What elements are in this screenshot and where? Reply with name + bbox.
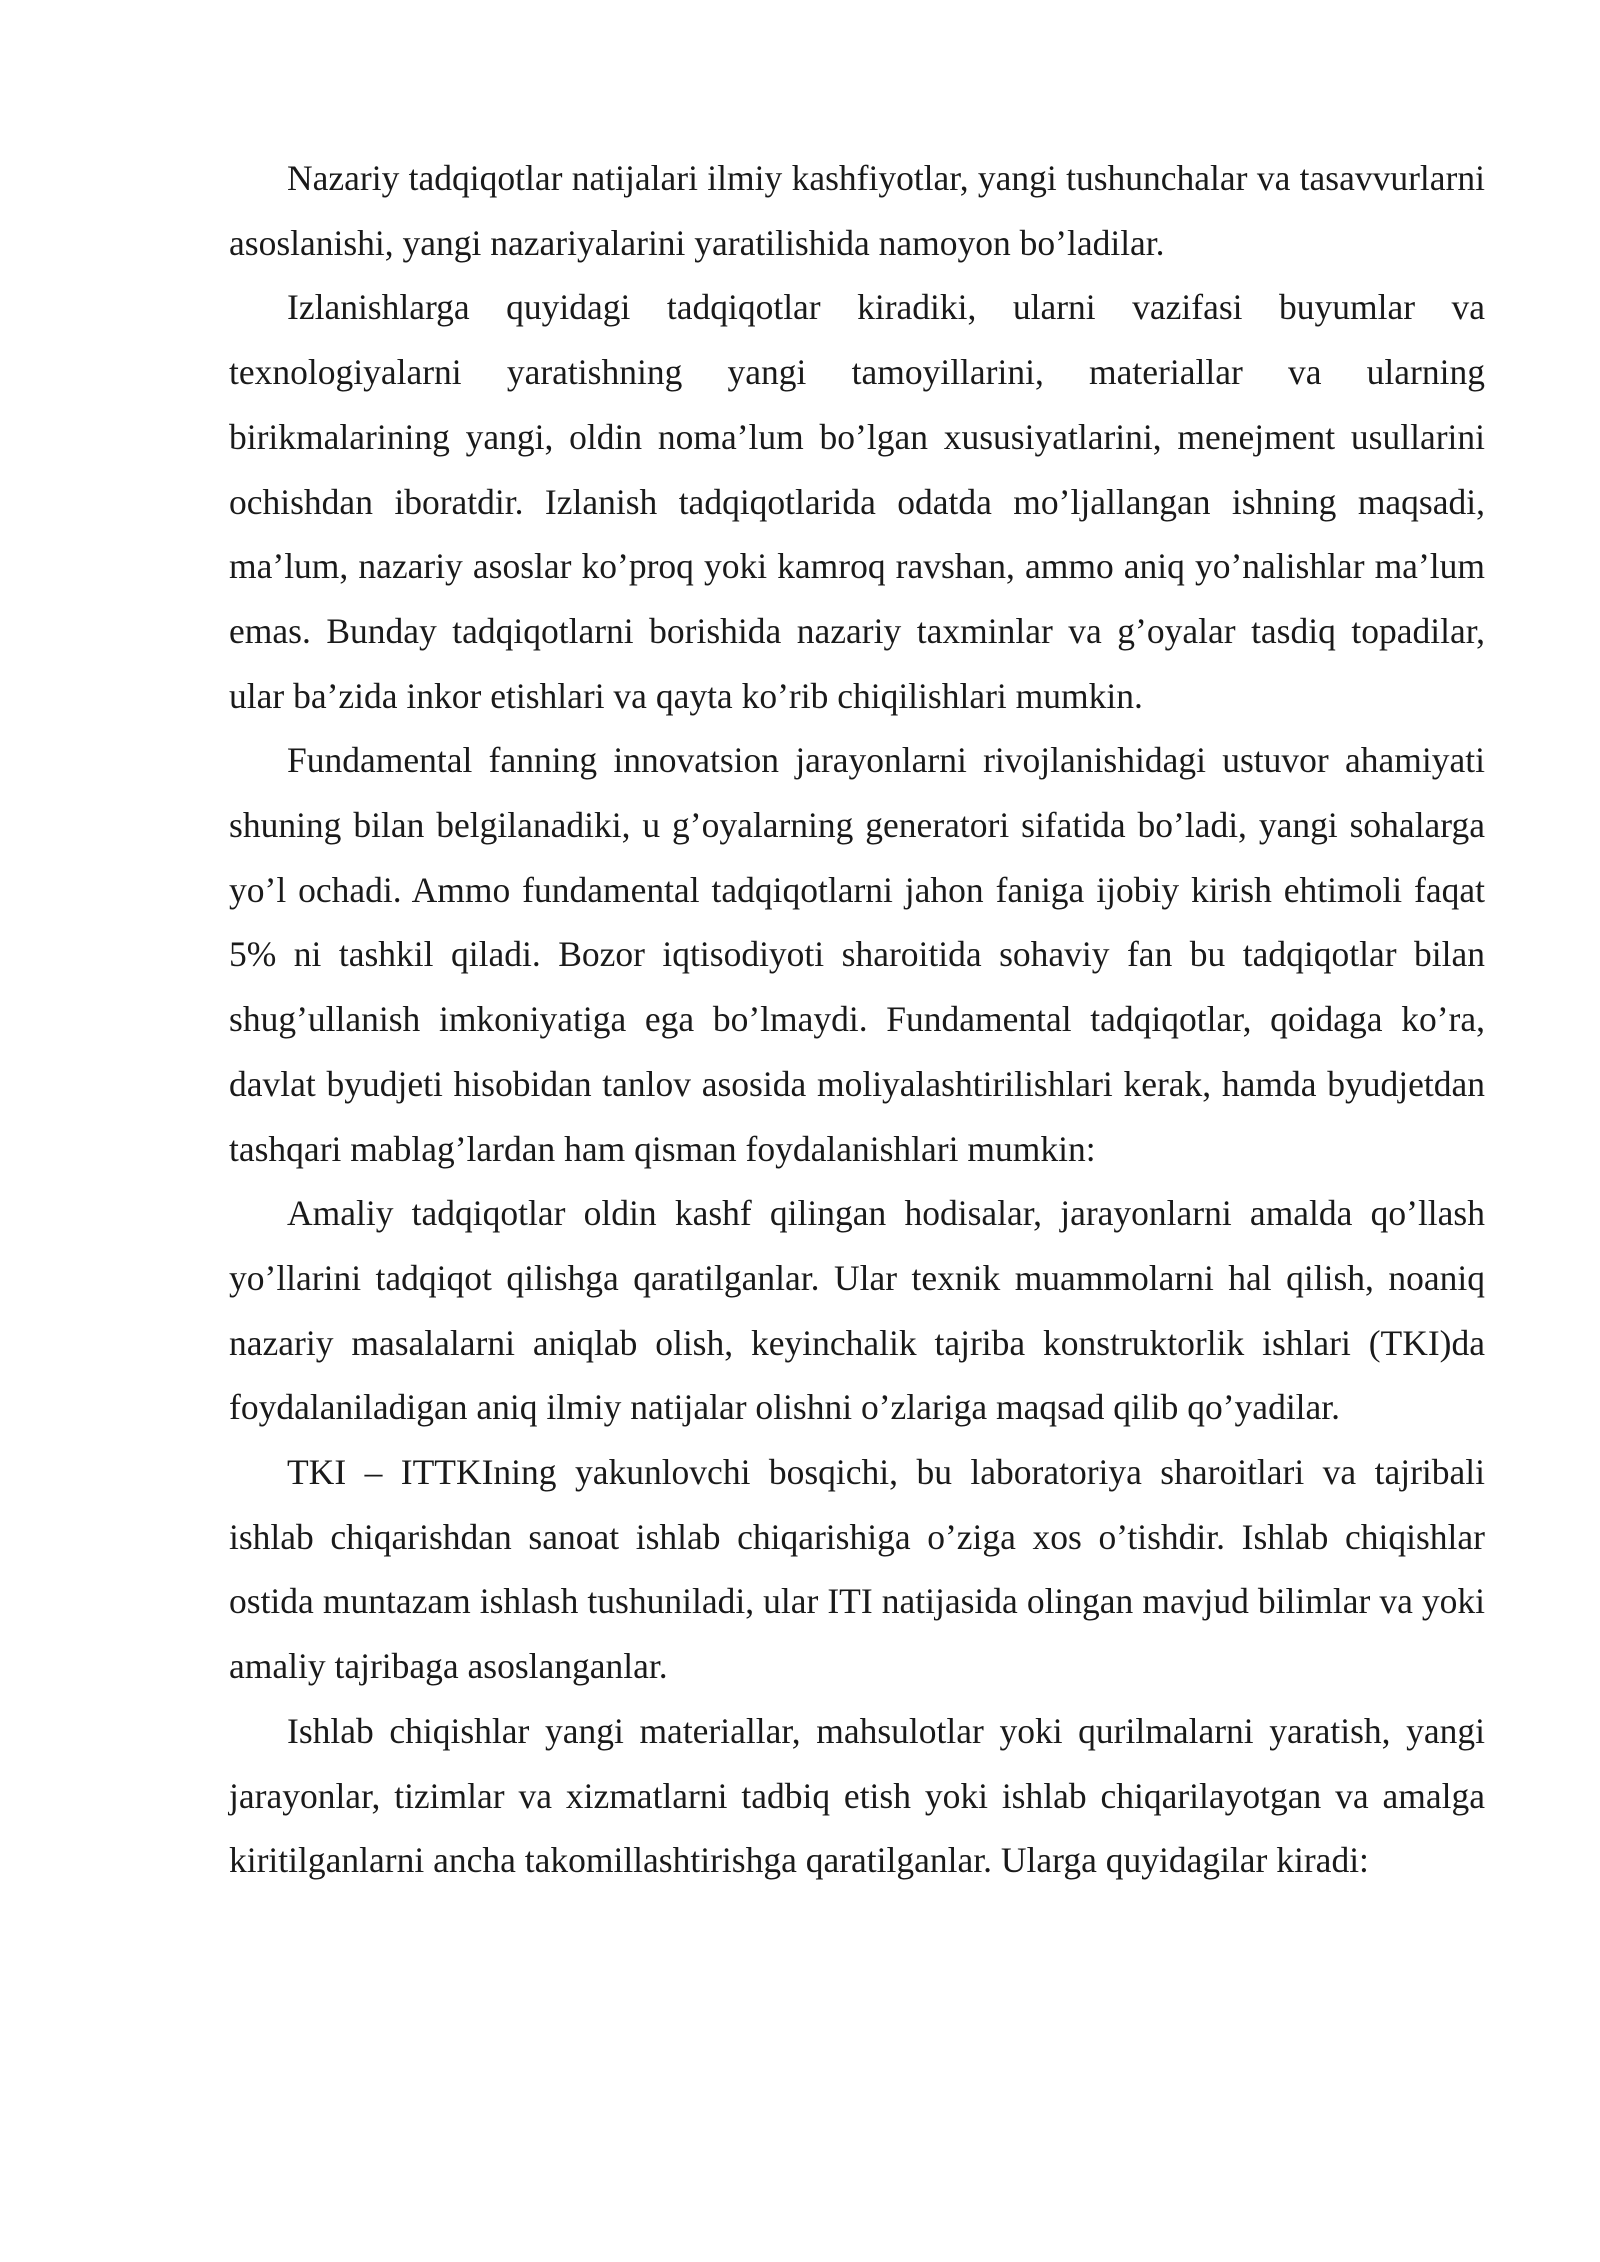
paragraph-tki: TKI – ITTKIning yakunlovchi bosqichi, bu laboratoriya sharoitlari va tajribali ishlab chiqarishdan sanoat ishlab chiqarishiga o’ziga xos o’tishdir. Ishlab chiqishlar ostida muntazam ishlash tushuniladi, ular ITI natijasida olingan mavjud bilimlar va yoki amaliy tajribaga asoslanganlar. <box>229 1452 1485 1687</box>
paragraph-ishlab-chiqishlar: Ishlab chiqishlar yangi materiallar, mahsulotlar yoki qurilmalarni yaratish, yangi jarayonlar, tizimlar va xizmatlarni tadbiq etish yoki ishlab chiqarilayotgan va amalga kiritilganlarni ancha takomillashtirishga qaratilganlar. Ularga quyidagilar kiradi: <box>229 1710 1485 1881</box>
paragraph-nazariy-tadqiqotlar: Nazariy tadqiqotlar natijalari ilmiy kashfiyotlar, yangi tushunchalar va tasavvurlarni asoslanishi, yangi nazariyalarini yaratilishida namoyon bo’ladilar. <box>229 158 1485 263</box>
paragraph-fundamental-fan: Fundamental fanning innovatsion jarayonlarni rivojlanishidagi ustuvor ahamiyati shuning bilan belgilanadiki, u g’oyalarning generatori sifatida bo’ladi, yangi sohalarga yo’l ochadi. Ammo fundamental tadqiqotlarni jahon faniga ijobiy kirish ehtimoli faqat 5% ni tashkil qiladi. Bozor iqtisodiyoti sharoitida sohaviy fan bu tadqiqotlar bilan shug’ullanish imkoniyatiga ega bo’lmaydi. Fundamental tadqiqotlar, qoidaga ko’ra, davlat byudjeti hisobidan tanlov asosida moliyalashtirilishlari kerak, hamda byudjetdan tashqari mablag’lardan ham qisman foydalanishlari mumkin: <box>229 740 1485 1169</box>
body-text <box>229 146 1485 1893</box>
paragraph-izlanishlar: Izlanishlarga quyidagi tadqiqotlar kiradiki, ularni vazifasi buyumlar va texnologiyalarni yaratishning yangi tamoyillarini, materiallar va ularning birikmalarining yangi, oldin noma’lum bo’lgan xususiyatlarini, menejment usullarini ochishdan iboratdir. Izlanish tadqiqotlarida odatda mo’ljallangan ishning maqsadi, ma’lum, nazariy asoslar ko’proq yoki kamroq ravshan, ammo aniq yo’nalishlar ma’lum emas. Bunday tadqiqotlarni borishida nazariy taxminlar va g’oyalar tasdiq topadilar, ular ba’zida inkor etishlari va qayta ko’rib chiqilishlari mumkin. <box>229 287 1485 716</box>
paragraph-amaliy-tadqiqotlar: Amaliy tadqiqotlar oldin kashf qilingan hodisalar, jarayonlarni amalda qo’llash yo’llarini tadqiqot qilishga qaratilganlar. Ular texnik muammolarni hal qilish, noaniq nazariy masalalarni aniqlab olish, keyinchalik tajriba konstruktorlik ishlari (TKI)da foydalaniladigan aniq ilmiy natijalar olishni o’zlariga maqsad qilib qo’yadilar. <box>229 1193 1485 1428</box>
